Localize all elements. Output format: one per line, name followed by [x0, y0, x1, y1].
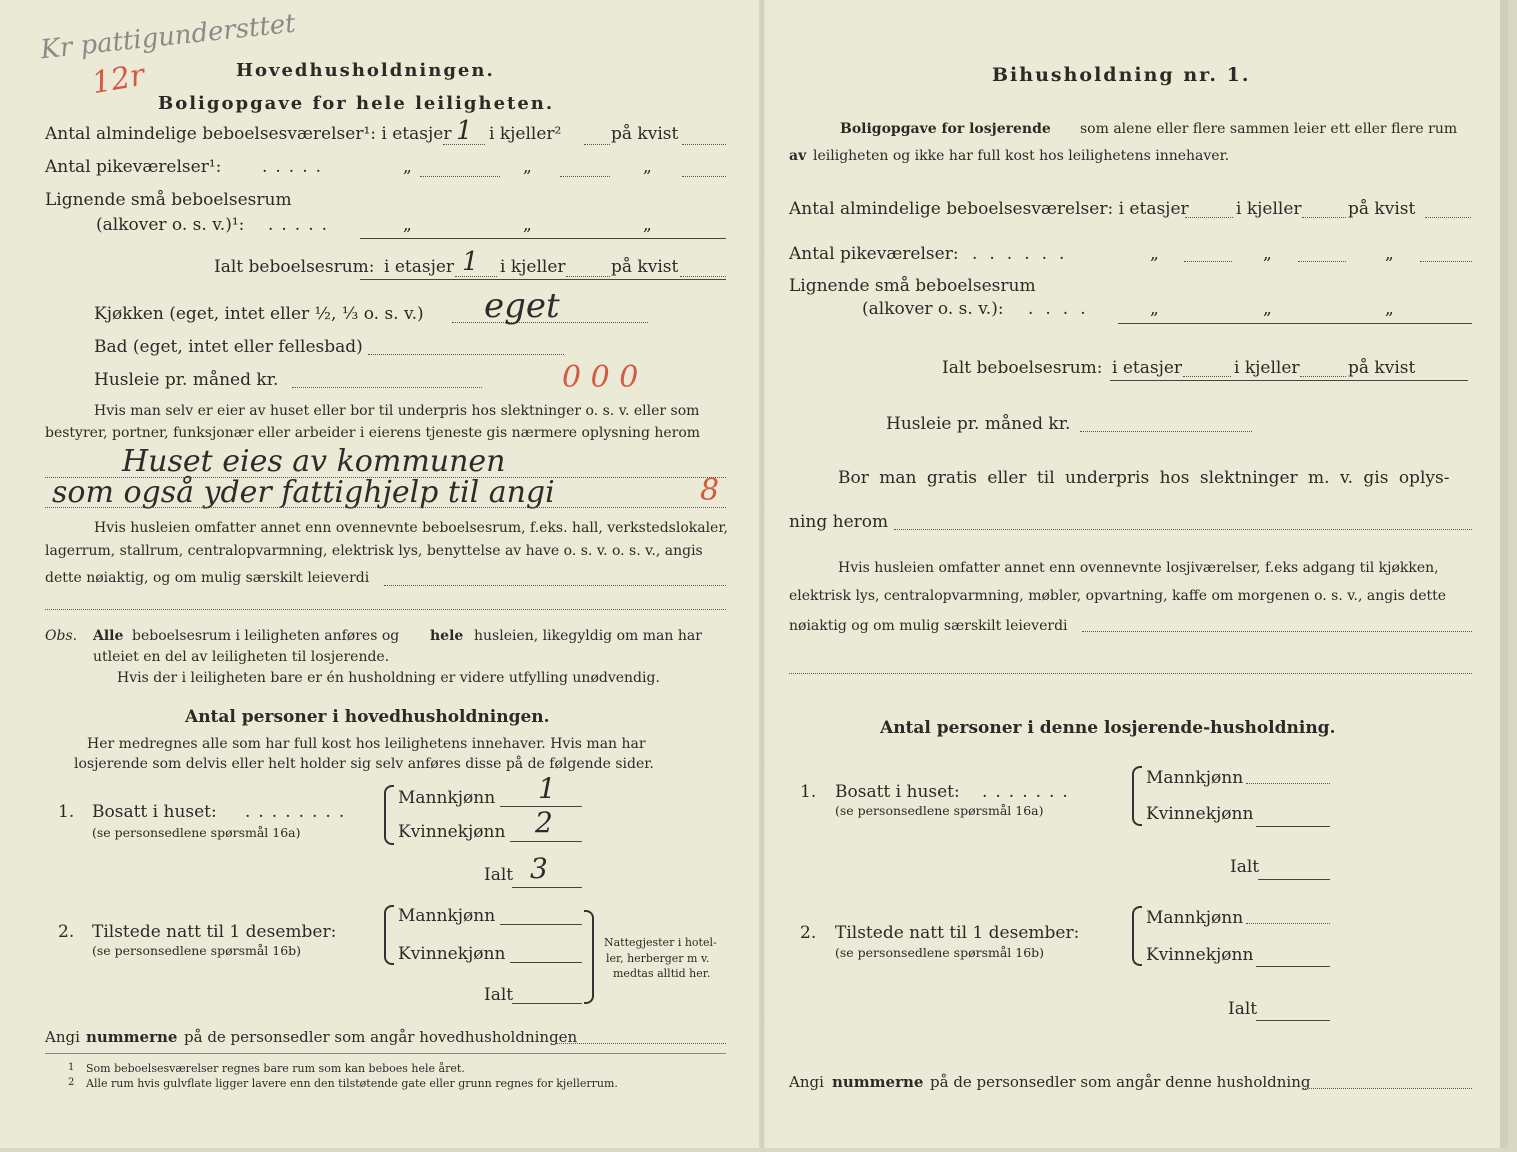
r-q1-dots: .......	[982, 782, 1076, 802]
omfatter-field2	[45, 609, 726, 610]
r-q1-mann-field	[1246, 783, 1330, 784]
ialt-kjeller: i kjeller	[500, 257, 566, 277]
ialt-etasjer-value: 1	[462, 247, 479, 277]
r-ialt-label: Ialt beboelsesrum:	[942, 358, 1103, 378]
r-q1-ialt-field	[1258, 879, 1330, 880]
r-omfatter-field2	[789, 673, 1472, 674]
r-ialt-rule	[1110, 380, 1468, 381]
obs-line2: utleiet en del av leiligheten til losjerende.	[93, 649, 390, 665]
r-omfatter-line1: Hvis husleien omfatter annet enn ovennevnte losjiværelser, f.eks adgang til kjøkken,	[838, 560, 1439, 576]
handwritten-line1-rule	[45, 477, 726, 478]
obs-line1b: beboelsesrum i leiligheten anføres og	[132, 628, 400, 644]
r-husleie-label: Husleie pr. måned kr.	[886, 414, 1071, 434]
page-fold	[759, 0, 765, 1148]
row2-label: Antal pikeværelser¹:	[45, 157, 222, 177]
husleie-value: 0 0 0	[562, 360, 639, 395]
r-row3-label: Lignende små beboelsesrum	[789, 276, 1036, 296]
q2-label: Tilstede natt til 1 desember:	[92, 922, 337, 942]
bolig-a: Boligopgave for losjerende	[840, 121, 1051, 137]
angi-c: på de personsedler som angår hovedhusholdningen	[184, 1028, 578, 1046]
omfatter-line1: Hvis husleien omfatter annet enn ovennevnte beboelsesrum, f.eks. hall, verkstedslokaler,	[94, 520, 728, 536]
antal-line1: Her medregnes alle som har full kost hos leilighetens innehaver. Hvis man har	[87, 736, 646, 752]
right-title: Bihusholdning nr. 1.	[992, 64, 1251, 86]
husleie-field	[292, 387, 482, 388]
row2-quote2: „	[523, 157, 532, 177]
row2-field1	[420, 176, 500, 177]
kjokken-label: Kjøkken (eget, intet eller ½, ⅓ o. s. v.)	[94, 304, 424, 324]
r-row3b-label: (alkover o. s. v.):	[862, 299, 1004, 319]
r-row1-kvist-field	[1425, 217, 1471, 218]
row2-dots: .....	[262, 157, 330, 177]
row3b-label: (alkover o. s. v.)¹:	[96, 215, 245, 235]
bolig-b: som alene eller flere sammen leier ett eller flere rum	[1080, 121, 1458, 137]
r-row3-quote2: „	[1263, 299, 1272, 319]
r-q1-number: 1.	[800, 782, 817, 802]
r-q2-sub: (se personsedlene spørsmål 16b)	[835, 945, 1045, 960]
eier-line2: bestyrer, portner, funksjonær eller arbeider i eierens tjeneste gis nærmere oplysning herom	[45, 425, 701, 441]
r-row3-rule	[1118, 323, 1472, 324]
antal-title: Antal personer i hovedhusholdningen.	[185, 707, 550, 727]
row1-kjeller: i kjeller²	[489, 124, 562, 144]
ialt-rule	[360, 279, 726, 280]
r-row3-dots: ....	[1028, 299, 1098, 319]
row2-quote3: „	[643, 157, 652, 177]
r-omfatter-line3: nøiaktig og om mulig særskilt leieverdi	[789, 618, 1068, 634]
handwritten-line1: Huset eies av kommunen	[122, 444, 506, 479]
q1-ialt-field	[512, 887, 582, 888]
r-q2-mann-label: Mannkjønn	[1146, 908, 1244, 928]
r-husleie-field	[1080, 431, 1252, 432]
obs-alle: Alle	[93, 628, 124, 644]
footnote-2: Alle rum hvis gulvflate ligger lavere enn den tilstøtende gate eller grunn regnes for kjellerrum.	[86, 1077, 618, 1090]
sheet-edge	[1500, 0, 1508, 1148]
handwritten-red-mark: 8	[700, 473, 720, 508]
r-q1-kvinne-field	[1256, 826, 1330, 827]
row3-quote1: „	[403, 215, 412, 235]
r-row3-quote3: „	[1385, 299, 1394, 319]
r-gratis-line2: ning herom	[789, 512, 889, 532]
footnote-rule	[45, 1053, 726, 1054]
q1-sub: (se personsedlene spørsmål 16a)	[92, 825, 301, 840]
r-ialt-kjeller-field	[1300, 376, 1346, 377]
obs-line1d: husleien, likegyldig om man har	[474, 628, 702, 644]
angi-nummerne: nummerne	[86, 1028, 178, 1046]
husleie-label: Husleie pr. måned kr.	[94, 370, 279, 390]
obs-label: Obs.	[45, 628, 78, 644]
q1-kvinne-field	[510, 841, 582, 842]
bad-field	[368, 354, 564, 355]
left-subtitle: Boligopgave for hele leiligheten.	[158, 93, 555, 114]
row1-label: Antal almindelige beboelsesværelser¹: i etasjer	[45, 124, 452, 144]
bolig-c: av	[789, 148, 807, 164]
angi-field	[556, 1043, 726, 1044]
r-angi-a: Angi	[789, 1073, 824, 1091]
q2-mann-field	[500, 924, 582, 925]
r-row2-field1	[1184, 261, 1232, 262]
r-q1-mann-label: Mannkjønn	[1146, 768, 1244, 788]
row3-quote3: „	[643, 215, 652, 235]
q1-ialt-value: 3	[530, 852, 548, 885]
r-q2-mann-field	[1246, 923, 1330, 924]
q1-number: 1.	[58, 802, 75, 822]
q1-kvinne-label: Kvinnekjønn	[398, 822, 506, 842]
obs-hele: hele	[430, 628, 464, 644]
r-gratis-line1: Bor man gratis eller til underpris hos slektninger m. v. gis oplys-	[838, 468, 1450, 488]
q1-dots: ........	[245, 802, 353, 822]
r-row2-field3	[1420, 261, 1472, 262]
row2-quote1: „	[403, 157, 412, 177]
footnote-1-num: 1	[68, 1062, 75, 1073]
r-row1-kjeller-field	[1302, 217, 1346, 218]
row3-dots: .....	[268, 215, 336, 235]
omfatter-line3: dette nøiaktig, og om mulig særskilt leieverdi	[45, 570, 370, 586]
natt-note-3: medtas alltid her.	[613, 967, 711, 980]
r-row1-etasjer-field	[1185, 217, 1233, 218]
r-q2-brace	[1132, 906, 1142, 966]
row3-label: Lignende små beboelsesrum	[45, 190, 292, 210]
q2-right-brace	[584, 910, 594, 1004]
angi-a: Angi	[45, 1028, 80, 1046]
footnote-1: Som beboelsesværelser regnes bare rum som kan beboes hele året.	[86, 1062, 465, 1075]
handwritten-line2: som også yder fattighjelp til angi	[52, 475, 555, 510]
r-q2-kvinne-field	[1256, 966, 1330, 967]
q2-sub: (se personsedlene spørsmål 16b)	[92, 943, 302, 958]
kjokken-value: eget	[484, 286, 560, 326]
red-number: 12r	[89, 57, 148, 102]
left-title: Hovedhusholdningen.	[236, 60, 495, 81]
r-row1-kvist: på kvist	[1348, 199, 1416, 219]
q1-kvinne-value: 2	[535, 806, 553, 839]
q2-ialt-field	[512, 1003, 582, 1004]
q2-ialt-label: Ialt	[484, 985, 514, 1005]
eier-line1: Hvis man selv er eier av huset eller bor til underpris hos slektninger o. s. v. eller som	[94, 403, 700, 419]
r-row2-dots: ......	[972, 244, 1077, 264]
r-q1-label: Bosatt i huset:	[835, 782, 960, 802]
bad-label: Bad (eget, intet eller fellesbad)	[94, 337, 363, 357]
row1-kjeller-field	[584, 144, 610, 145]
omfatter-line2: lagerrum, stallrum, centralopvarmning, elektrisk lys, benyttelse av have o. s. v. o. s. v., angis	[45, 543, 703, 559]
r-row2-field2	[1298, 261, 1346, 262]
r-row3-quote1: „	[1150, 299, 1159, 319]
r-row1-label: Antal almindelige beboelsesværelser: i etasjer	[789, 199, 1189, 219]
q2-kvinne-label: Kvinnekjønn	[398, 944, 506, 964]
q2-kvinne-field	[510, 962, 582, 963]
row1-kvist-field	[682, 144, 726, 145]
q1-ialt-label: Ialt	[484, 865, 514, 885]
natt-note-2: ler, herberger m v.	[606, 952, 710, 965]
r-q1-kvinne-label: Kvinnekjønn	[1146, 804, 1254, 824]
r-antal-title: Antal personer i denne losjerende-husholdning.	[880, 718, 1336, 738]
r-row2-quote3: „	[1385, 244, 1394, 264]
q2-number: 2.	[58, 922, 75, 942]
r-q2-ialt-label: Ialt	[1228, 999, 1258, 1019]
row2-field2	[560, 176, 610, 177]
r-angi-field	[1302, 1088, 1472, 1089]
q1-mann-label: Mannkjønn	[398, 788, 496, 808]
row3-quote2: „	[523, 215, 532, 235]
pencil-note: Kr pattigundersttet	[39, 8, 298, 66]
ialt-kvist-field	[680, 276, 726, 277]
row2-field3	[682, 176, 726, 177]
r-ialt-kvist: på kvist	[1348, 358, 1416, 378]
r-q2-ialt-field	[1256, 1020, 1330, 1021]
r-q2-number: 2.	[800, 923, 817, 943]
ialt-kjeller-field	[566, 276, 610, 277]
r-ialt-etasjer-field	[1183, 376, 1231, 377]
r-q2-label: Tilstede natt til 1 desember:	[835, 923, 1080, 943]
row1-kvist: på kvist	[611, 124, 679, 144]
r-gratis-field	[894, 529, 1472, 530]
r-angi-c: på de personsedler som angår denne husholdning	[930, 1073, 1311, 1091]
row3-rule	[360, 238, 726, 239]
antal-line2: losjerende som delvis eller helt holder sig selv anføres disse på de følgende sider.	[74, 756, 654, 772]
q1-mann-value: 1	[538, 772, 556, 805]
r-angi-nummerne: nummerne	[832, 1073, 924, 1091]
r-omfatter-line2: elektrisk lys, centralopvarmning, møbler, opvartning, kaffe om morgenen o. s. v., angis dette	[789, 588, 1447, 604]
q2-brace	[384, 905, 394, 965]
q1-brace	[384, 785, 394, 845]
omfatter-field	[384, 585, 726, 586]
ialt-kvist: på kvist	[611, 257, 679, 277]
r-ialt-etasjer: i etasjer	[1112, 358, 1183, 378]
r-row2-quote1: „	[1150, 244, 1159, 264]
q1-label: Bosatt i huset:	[92, 802, 217, 822]
obs-line3: Hvis der i leiligheten bare er én husholdning er videre utfylling unødvendig.	[117, 670, 660, 686]
r-ialt-kjeller: i kjeller	[1234, 358, 1300, 378]
footnote-2-num: 2	[68, 1077, 75, 1088]
r-q1-brace	[1132, 766, 1142, 826]
q2-mann-label: Mannkjønn	[398, 906, 496, 926]
bolig-d: leiligheten og ikke har full kost hos leilighetens innehaver.	[813, 148, 1230, 164]
r-q1-sub: (se personsedlene spørsmål 16a)	[835, 803, 1044, 818]
r-row2-label: Antal pikeværelser:	[789, 244, 959, 264]
r-row2-quote2: „	[1263, 244, 1272, 264]
r-row1-kjeller: i kjeller	[1236, 199, 1302, 219]
r-omfatter-field	[1082, 631, 1472, 632]
row1-etasjer-value: 1	[456, 116, 473, 146]
ialt-etasjer: i etasjer	[384, 257, 455, 277]
natt-note-1: Nattegjester i hotel-	[604, 936, 717, 949]
ialt-label: Ialt beboelsesrum:	[214, 257, 375, 277]
r-q2-kvinne-label: Kvinnekjønn	[1146, 945, 1254, 965]
r-q1-ialt-label: Ialt	[1230, 857, 1260, 877]
handwritten-line2-rule	[45, 507, 726, 508]
